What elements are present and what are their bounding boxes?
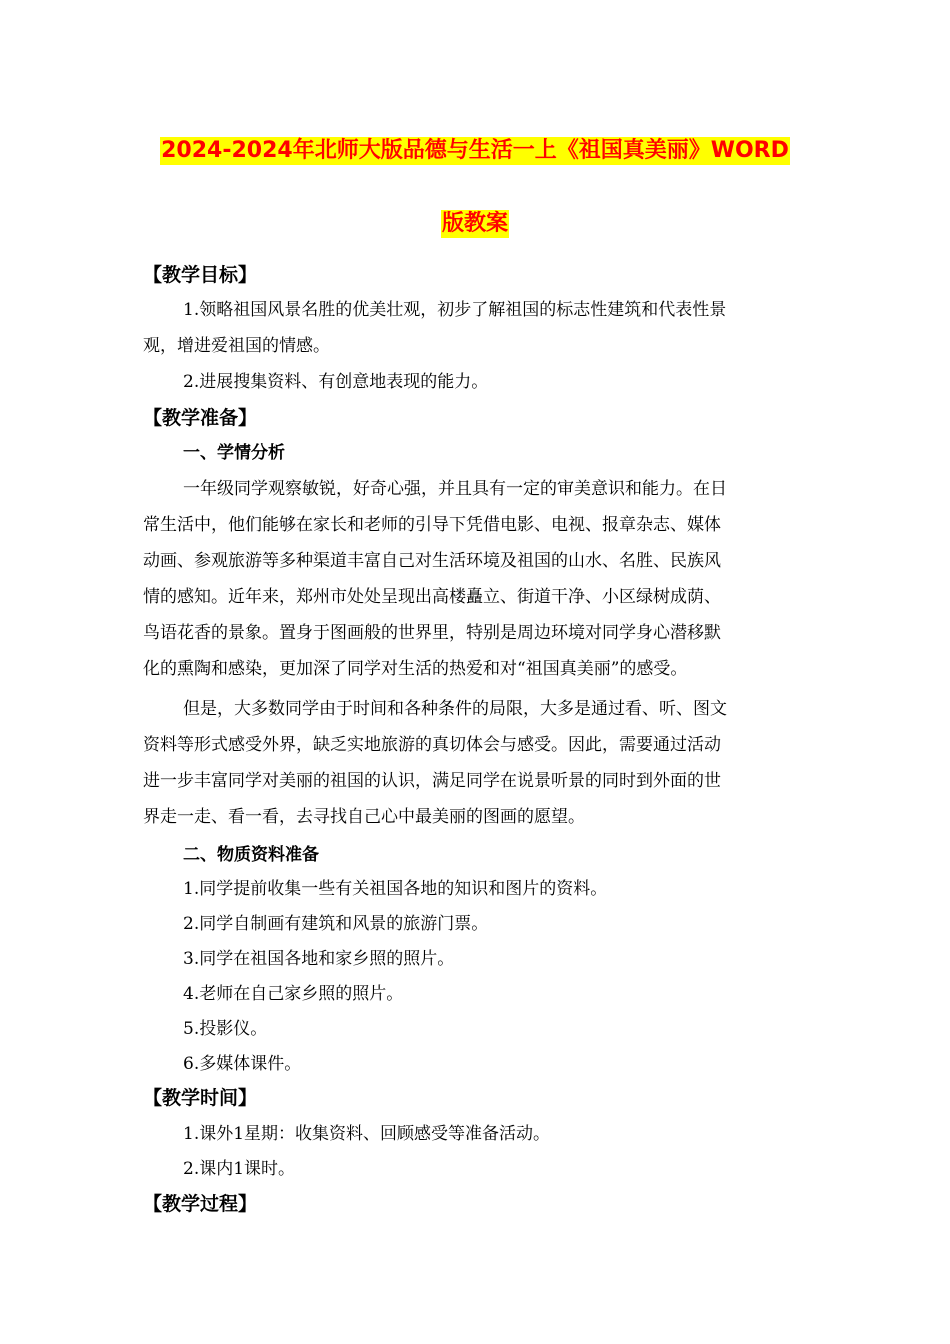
document-title: 2024-2024年北师大版品德与生活一上《祖国真美丽》WORD bbox=[161, 138, 789, 163]
objective-item-1-line-1: 1.领略祖国风景名胜的优美壮观，初步了解祖国的标志性建筑和代表性景 bbox=[183, 300, 727, 320]
paragraph-1-line: 动画、参观旅游等多种渠道丰富自己对生活环境及祖国的山水、名胜、民族风 bbox=[143, 551, 721, 571]
section-heading-process: 【教学过程】 bbox=[143, 1193, 258, 1215]
paragraph-2-line: 进一步丰富同学对美丽的祖国的认识，满足同学在说景听景的同时到外面的世 bbox=[143, 771, 721, 791]
objective-item-2: 2.进展搜集资料、有创意地表现的能力。 bbox=[183, 372, 489, 392]
section-heading-time: 【教学时间】 bbox=[143, 1087, 258, 1109]
material-item: 6.多媒体课件。 bbox=[183, 1054, 302, 1074]
section-heading-objectives: 【教学目标】 bbox=[143, 264, 258, 286]
section-heading-preparation: 【教学准备】 bbox=[143, 407, 258, 429]
paragraph-1-line: 情的感知。近年来，郑州市处处呈现出高楼矗立、街道干净、小区绿树成荫、 bbox=[143, 587, 721, 607]
subheading-student-analysis: 一、学情分析 bbox=[183, 443, 285, 463]
material-item: 2.同学自制画有建筑和风景的旅游门票。 bbox=[183, 914, 489, 934]
material-item: 5.投影仪。 bbox=[183, 1019, 268, 1039]
paragraph-1-line: 鸟语花香的景象。置身于图画般的世界里，特别是周边环境对同学身心潜移默 bbox=[143, 623, 721, 643]
material-item: 1.同学提前收集一些有关祖国各地的知识和图片的资料。 bbox=[183, 879, 608, 899]
paragraph-2-line: 界走一走、看一看，去寻找自己心中最美丽的图画的愿望。 bbox=[143, 807, 585, 827]
material-item: 3.同学在祖国各地和家乡照的照片。 bbox=[183, 949, 455, 969]
paragraph-2-line: 资料等形式感受外界，缺乏实地旅游的真切体会与感受。因此，需要通过活动 bbox=[143, 735, 721, 755]
time-item: 2.课内1课时。 bbox=[183, 1159, 296, 1179]
title-line-2 bbox=[0, 210, 950, 238]
document-title-continued: 版教案 bbox=[441, 211, 508, 236]
paragraph-1-line: 化的熏陶和感染，更加深了同学对生活的热爱和对“祖国真美丽”的感受。 bbox=[143, 659, 688, 679]
material-item: 4.老师在自己家乡照的照片。 bbox=[183, 984, 404, 1004]
subheading-materials: 二、物质资料准备 bbox=[183, 845, 319, 865]
paragraph-1-line: 常生活中，他们能够在家长和老师的引导下凭借电影、电视、报章杂志、媒体 bbox=[143, 515, 721, 535]
paragraph-1-line: 一年级同学观察敏锐，好奇心强，并且具有一定的审美意识和能力。在日 bbox=[183, 479, 727, 499]
paragraph-2-line: 但是，大多数同学由于时间和各种条件的局限，大多是通过看、听、图文 bbox=[183, 699, 727, 719]
objective-item-1-line-2: 观，增进爱祖国的情感。 bbox=[143, 336, 330, 356]
time-item: 1.课外1星期：收集资料、回顾感受等准备活动。 bbox=[183, 1124, 551, 1144]
title-line-1 bbox=[0, 137, 950, 165]
